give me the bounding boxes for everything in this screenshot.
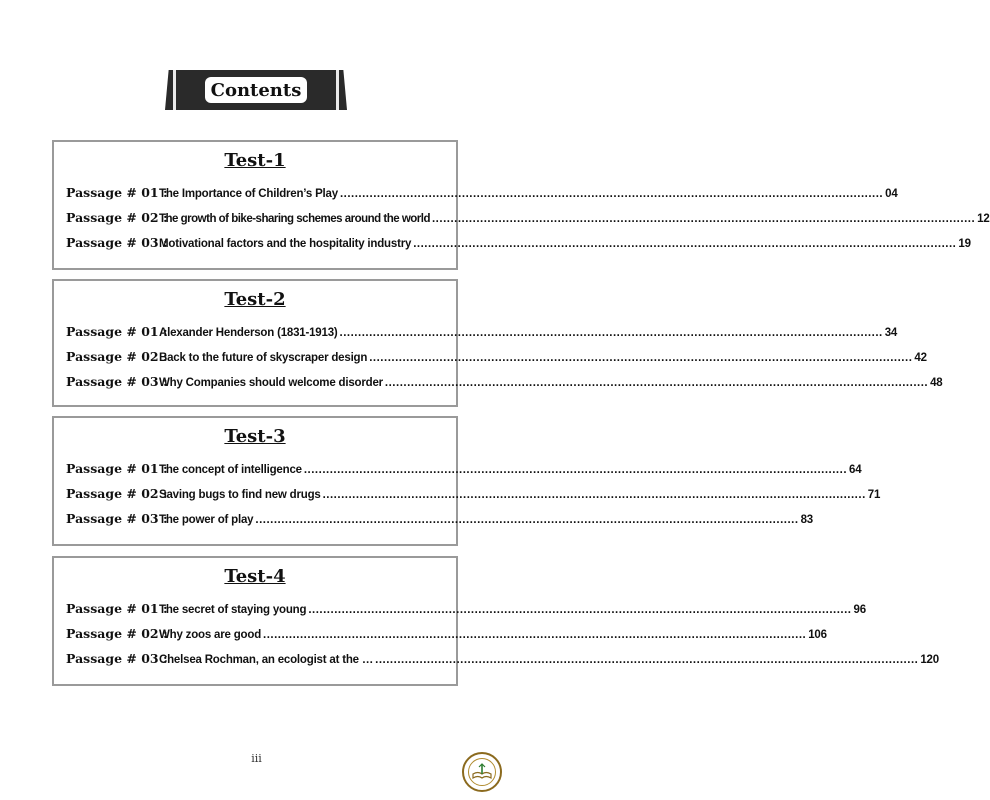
toc-row[interactable] <box>54 349 927 374</box>
passage-title: The concept of intelligence <box>159 464 302 476</box>
toc-row[interactable] <box>54 374 943 399</box>
passage-label: Passage # 01 : <box>66 461 168 476</box>
passage-label: Passage # 01 : <box>66 601 168 616</box>
passage-title: The growth of bike-sharing schemes around the world <box>159 213 430 225</box>
page-ref: 19 <box>958 238 971 250</box>
passage-label: Passage # 01 : <box>66 324 168 339</box>
test-4-section <box>52 556 939 686</box>
page-ref: 96 <box>853 604 866 616</box>
passage-title: Why zoos are good <box>159 629 262 641</box>
toc-row[interactable] <box>54 210 990 235</box>
logo-ring <box>468 758 496 786</box>
page-ref: 64 <box>849 464 862 476</box>
test-1-section <box>52 140 990 270</box>
passage-title: The secret of staying young <box>159 604 307 616</box>
passage-label: Passage # 02 : <box>66 349 168 364</box>
test-title: Test-2 <box>224 289 286 310</box>
page-ref: 42 <box>914 352 927 364</box>
page-ref: 120 <box>920 654 939 666</box>
toc-row[interactable] <box>54 486 881 511</box>
toc-row[interactable] <box>54 324 898 349</box>
toc-row[interactable] <box>54 511 813 536</box>
test-3-section <box>52 416 881 546</box>
passage-label: Passage # 03 : <box>66 235 168 250</box>
passage-label: Passage # 02 : <box>66 210 168 225</box>
passage-label: Passage # 03 : <box>66 374 168 389</box>
toc-row[interactable] <box>54 601 866 626</box>
banner-edge-right <box>336 70 339 110</box>
test-title: Test-4 <box>224 566 286 587</box>
toc-row[interactable] <box>54 235 971 260</box>
page-ref: 71 <box>867 489 881 501</box>
page-ref: 106 <box>808 629 827 641</box>
page-ref: 83 <box>800 514 813 526</box>
page-title: Contents <box>205 77 307 103</box>
passage-label: Passage # 01 : <box>66 185 168 200</box>
passage-title: Back to the future of skyscraper design <box>159 352 368 364</box>
passage-title: The power of play <box>159 514 254 526</box>
banner-edge-left <box>173 70 176 110</box>
toc-row[interactable] <box>54 651 939 676</box>
contents-banner <box>165 70 347 110</box>
test-2-section <box>52 279 943 407</box>
passage-title: Saving bugs to find new drugs <box>159 489 321 501</box>
toc-row[interactable] <box>54 626 827 651</box>
toc-row[interactable] <box>54 461 862 486</box>
page-ref: 34 <box>884 327 898 339</box>
toc-row[interactable] <box>54 185 898 210</box>
page-ref: 12 <box>977 213 990 225</box>
passage-label: Passage # 03 : <box>66 651 168 666</box>
passage-title: Alexander Henderson (1831-1913) <box>159 327 338 339</box>
passage-title: Chelsea Rochman, an ecologist at the … <box>159 654 374 666</box>
passage-label: Passage # 02 : <box>66 626 168 641</box>
page-ref: 04 <box>885 188 898 200</box>
passage-title: Why Companies should welcome disorder <box>159 377 383 389</box>
passage-label: Passage # 02 : <box>66 486 168 501</box>
passage-title: Motivational factors and the hospitality industry <box>159 238 412 250</box>
publisher-logo-icon <box>462 752 502 792</box>
test-title: Test-1 <box>224 150 286 171</box>
passage-label: Passage # 03 : <box>66 511 168 526</box>
test-title: Test-3 <box>224 426 286 447</box>
page-number: iii <box>251 752 262 765</box>
page-ref: 48 <box>930 377 943 389</box>
passage-title: The Importance of Children’s Play <box>159 188 338 200</box>
